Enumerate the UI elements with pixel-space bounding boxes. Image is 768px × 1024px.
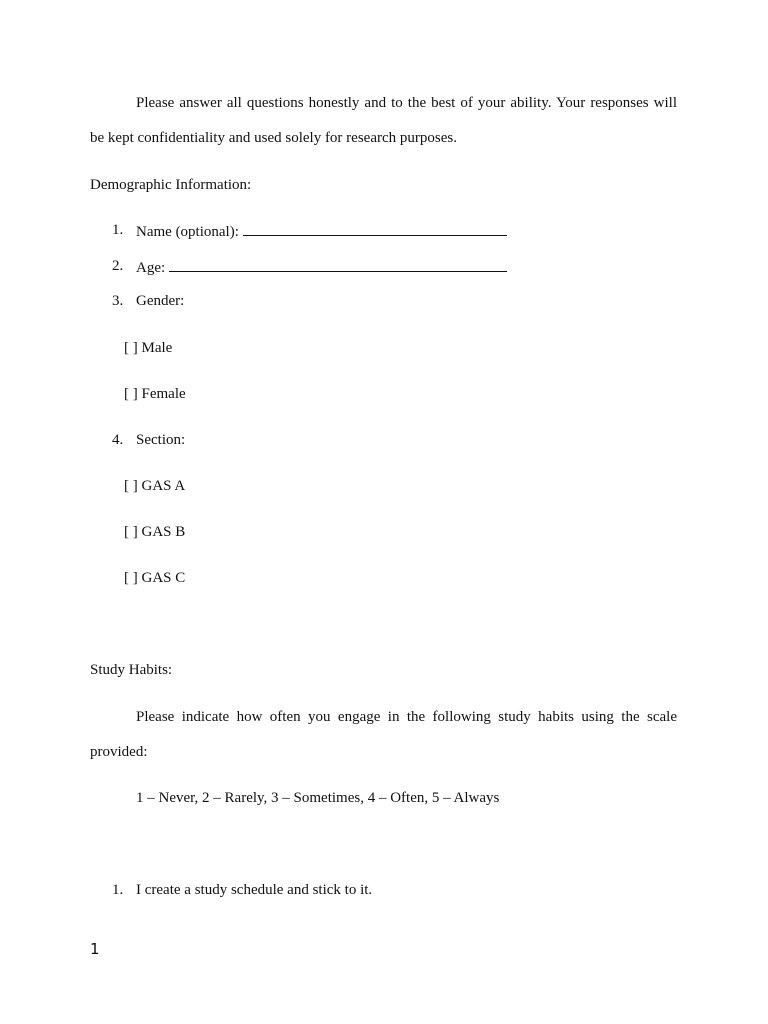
demographics-item-number-4: 4. [112, 432, 124, 448]
gender-option-female[interactable]: [ ] Female [124, 386, 186, 402]
name-field-label: Name (optional): [136, 224, 239, 240]
section-option-gas-a[interactable]: [ ] GAS A [124, 478, 186, 494]
age-field-blank[interactable] [169, 257, 507, 272]
intro-line-2: be kept confidentiality and used solely for research purposes. [90, 130, 457, 146]
demographics-item-number-1: 1. [112, 222, 124, 238]
section-label: Section: [136, 432, 186, 448]
study-habits-heading: Study Habits: [90, 662, 173, 678]
age-field-label: Age: [136, 260, 166, 276]
study-habits-instruction-line-2: provided: [90, 744, 148, 760]
study-habit-item-text-1: I create a study schedule and stick to it. [136, 882, 373, 898]
age-field-row [136, 257, 507, 277]
rating-scale: 1 – Never, 2 – Rarely, 3 – Sometimes, 4 – Often, 5 – Always [136, 790, 500, 806]
gender-label: Gender: [136, 293, 185, 309]
study-habits-instruction-line-1: Please indicate how often you engage in the following study habits using the scale [136, 709, 677, 725]
page-number: 1 [90, 940, 100, 958]
demographics-heading: Demographic Information: [90, 177, 252, 193]
name-field-blank[interactable] [243, 221, 507, 236]
name-field-row [136, 221, 507, 241]
section-option-gas-b[interactable]: [ ] GAS B [124, 524, 186, 540]
study-habit-item-number-1: 1. [112, 882, 124, 898]
section-option-gas-c[interactable]: [ ] GAS C [124, 570, 186, 586]
demographics-item-number-2: 2. [112, 258, 124, 274]
intro-line-1: Please answer all questions honestly and to the best of your ability. Your responses will [136, 95, 677, 111]
gender-option-male[interactable]: [ ] Male [124, 340, 173, 356]
demographics-item-number-3: 3. [112, 293, 124, 309]
